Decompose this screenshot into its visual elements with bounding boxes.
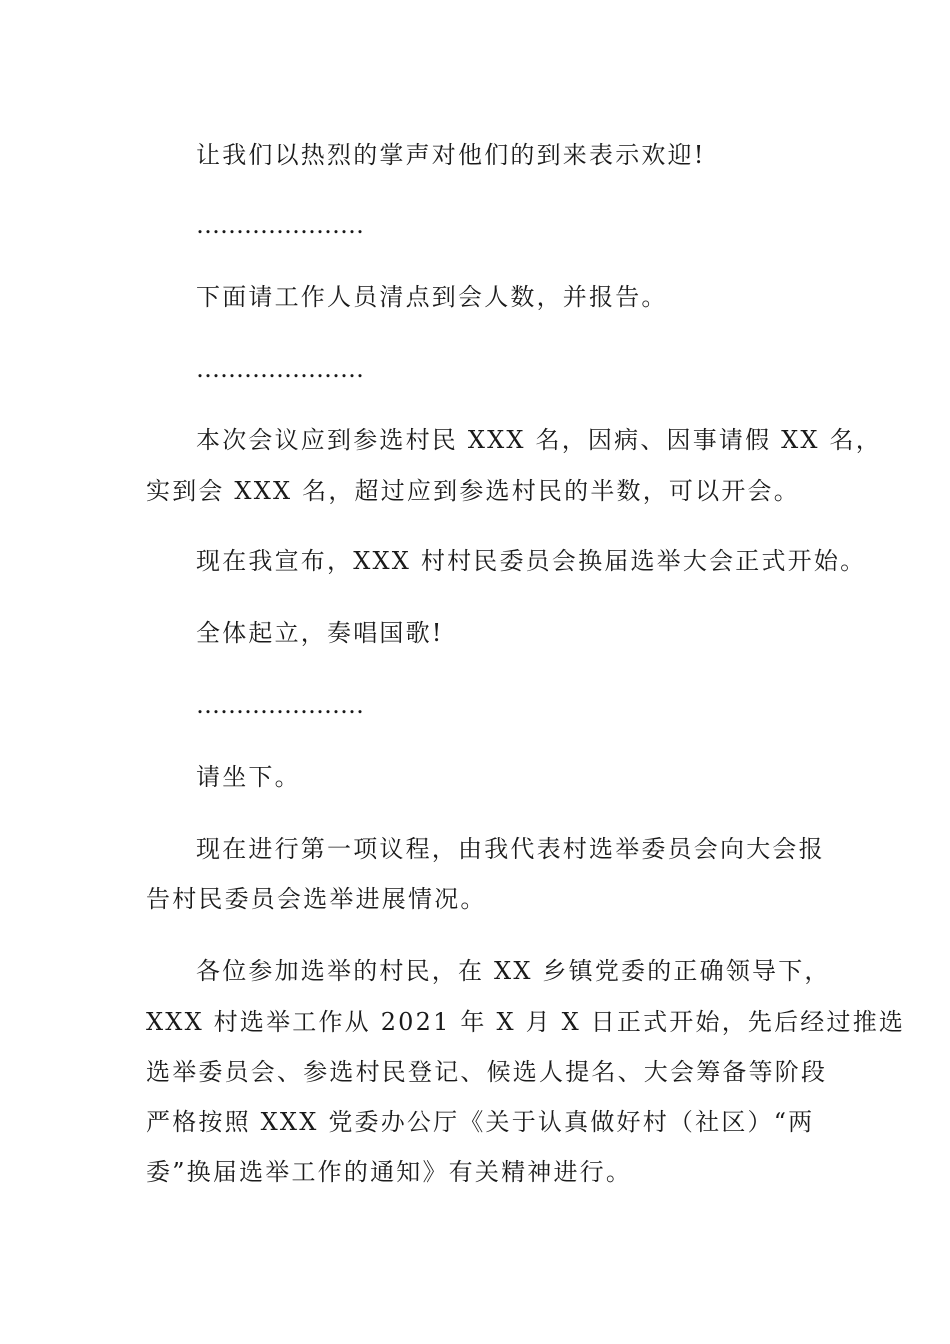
ellipsis-separator: …………………	[196, 691, 364, 719]
paragraph-headcount: 下面请工作人员清点到会人数，并报告。	[196, 283, 668, 311]
paragraph-be-seated: 请坐下。	[196, 763, 301, 791]
paragraph-agenda-line-2: 告村民委员会选举进展情况。	[146, 885, 487, 913]
ellipsis-separator: …………………	[196, 211, 364, 239]
paragraph-report-line-4: 严格按照 XXX 党委办公厅《关于认真做好村（社区）“两	[146, 1108, 815, 1136]
paragraph-report-line-2: XXX 村选举工作从 2021 年 X 月 X 日正式开始，先后经过推选	[146, 1008, 906, 1036]
paragraph-anthem: 全体起立，奏唱国歌!	[196, 619, 444, 647]
paragraph-welcome: 让我们以热烈的掌声对他们的到来表示欢迎!	[196, 141, 706, 169]
paragraph-report-line-3: 选举委员会、参选村民登记、候选人提名、大会筹备等阶段	[146, 1058, 828, 1086]
paragraph-attendance-line-1: 本次会议应到参选村民 XXX 名，因病、因事请假 XX 名，	[196, 426, 882, 454]
paragraph-report-line-1: 各位参加选举的村民，在 XX 乡镇党委的正确领导下，	[196, 957, 831, 985]
paragraph-report-line-5: 委”换届选举工作的通知》有关精神进行。	[146, 1158, 633, 1186]
ellipsis-separator: …………………	[196, 355, 364, 383]
paragraph-announcement: 现在我宣布，XXX 村村民委员会换届选举大会正式开始。	[196, 547, 867, 575]
paragraph-attendance-line-2: 实到会 XXX 名，超过应到参选村民的半数，可以开会。	[146, 477, 800, 505]
paragraph-agenda-line-1: 现在进行第一项议程，由我代表村选举委员会向大会报	[196, 835, 825, 863]
